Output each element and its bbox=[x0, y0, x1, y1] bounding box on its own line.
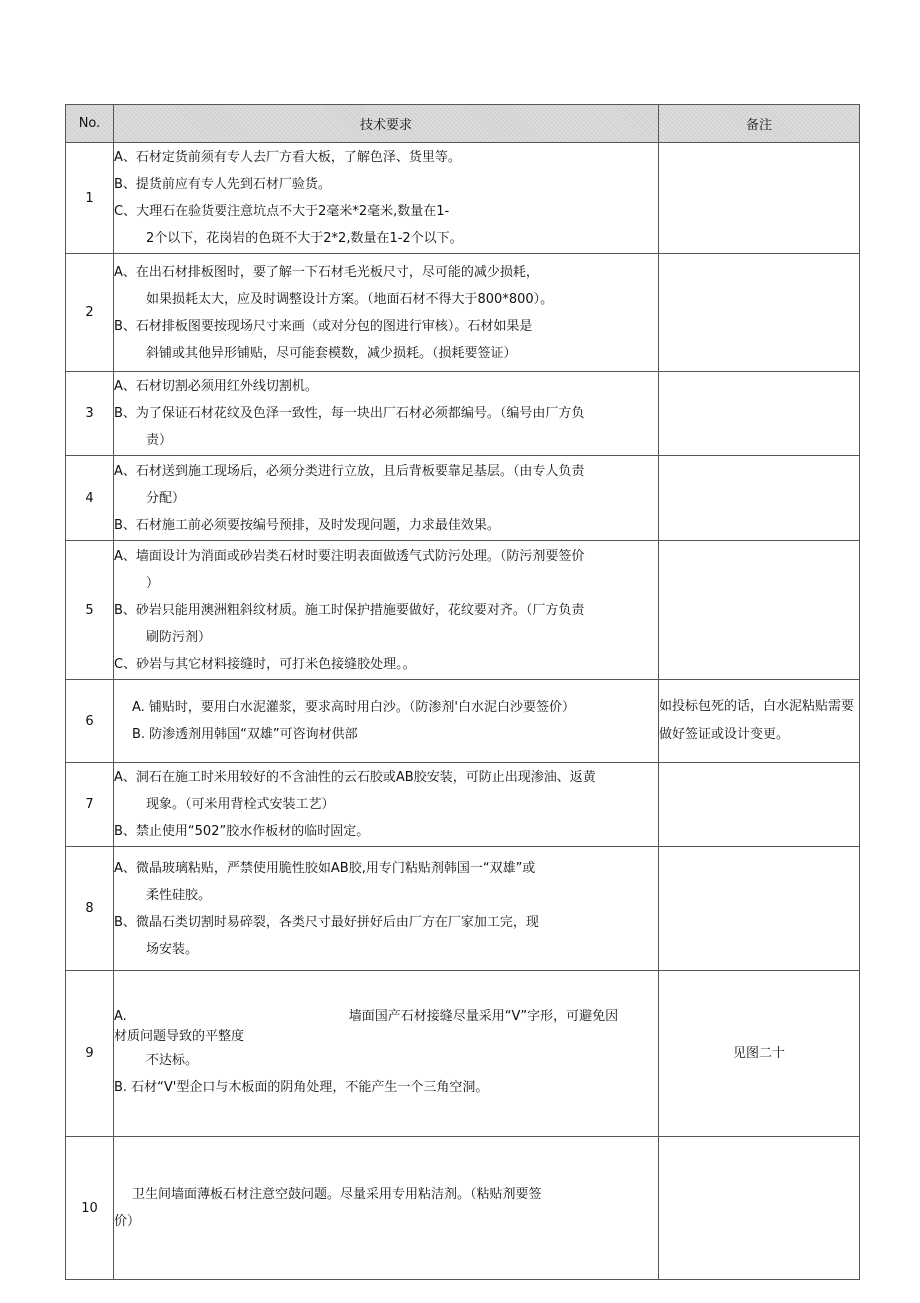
requirement-line: A、石材定货前须有专人去厂方看大板，了解色泽、货里等。 bbox=[114, 150, 461, 165]
requirement-line: B、禁止使用“502”胶水作板材的临时固定。 bbox=[114, 824, 370, 839]
row-number: 7 bbox=[66, 763, 114, 847]
row-number: 5 bbox=[66, 541, 114, 680]
remark-cell bbox=[659, 847, 860, 971]
row-number: 9 bbox=[66, 971, 114, 1137]
table-row bbox=[66, 254, 860, 372]
requirement-line: A、石材送到施工现场后，必须分类进行立放，且后背板要靠足基层。（由专人负责 bbox=[114, 463, 585, 479]
requirement-line: C、砂岩与其它材料接缝时，可打米色接缝胶处理。。 bbox=[114, 656, 416, 672]
requirement-line: A、墙面设计为消面或砂岩类石材时要注明表面做透气式防污处理。（防污剂要签价 bbox=[114, 548, 585, 564]
requirement-line: 现象。（可米用背栓式安装工艺） bbox=[146, 797, 335, 812]
technical-requirements-table bbox=[65, 104, 860, 1280]
requirement-line: 卫生间墙面薄板石材注意空鼓问题。尽量采用专用粘洁剂。（粘贴剂要签 bbox=[132, 1187, 542, 1202]
table-row bbox=[66, 971, 860, 1137]
requirement-line: 柔性硅胶。 bbox=[146, 887, 212, 903]
row-number: 6 bbox=[66, 680, 114, 763]
requirement-cell bbox=[114, 763, 659, 847]
requirement-line: A、洞石在施工时米用较好的不含油性的云石胶或AB胶安装，可防止出现渗油、返黄 bbox=[114, 770, 596, 785]
row-number: 1 bbox=[66, 143, 114, 254]
requirement-line: A、石材切割必须用红外线切割机。 bbox=[114, 379, 318, 394]
row-number: 8 bbox=[66, 847, 114, 971]
remark-cell bbox=[659, 456, 860, 541]
remark-cell bbox=[659, 763, 860, 847]
requirement-line: B、石材施工前必须要按编号预排，及时发现问题，力求最佳效果。 bbox=[114, 517, 500, 533]
requirement-line: 场安装。 bbox=[146, 941, 199, 957]
requirement-line-marker: A. bbox=[114, 1008, 127, 1024]
row-number: 4 bbox=[66, 456, 114, 541]
requirement-line: A、在出石材排板图时，要了解一下石材毛光板尺寸，尽可能的减少损耗， bbox=[114, 264, 539, 280]
requirement-cell bbox=[114, 254, 659, 372]
remark-cell bbox=[659, 143, 860, 254]
table-row bbox=[66, 847, 860, 971]
remark-cell bbox=[659, 372, 860, 456]
requirement-cell bbox=[114, 680, 659, 763]
requirement-line: B、为了保证石材花纹及色泽一致性，每一块出厂石材必须都编号。（编号由厂方负 bbox=[114, 406, 585, 421]
requirement-line: 不达标。 bbox=[146, 1052, 199, 1068]
requirement-line: ） bbox=[146, 575, 160, 591]
requirement-line: C、大理石在验货要注意坑点不大于2毫米*2毫米,数量在1- bbox=[114, 204, 450, 219]
requirement-line: B、砂岩只能用澳洲粗斜纹材质。施工时保护措施要做好，花纹要对齐。（厂方负责 bbox=[114, 602, 585, 618]
requirement-line: A、微晶玻璃粘贴，严禁使用脆性胶如AB胶,用专门粘贴剂韩国一“双雄”或 bbox=[114, 860, 536, 876]
requirement-line: 价） bbox=[114, 1214, 141, 1229]
requirement-line: 斜铺或其他异形铺贴，尽可能套模数，减少损耗。（损耗要签证） bbox=[146, 345, 517, 361]
table-row bbox=[66, 456, 860, 541]
table-row bbox=[66, 541, 860, 680]
requirement-cell bbox=[114, 1137, 659, 1280]
remark-cell: 如投标包死的话，白水泥粘贴需要做好签证或设计变更。 bbox=[659, 680, 860, 763]
requirement-line: B. 防渗透剂用韩国“双雄”可咨询材供部 bbox=[132, 727, 358, 742]
requirement-line: B. 石材“V'型企口与木板面的阴角处理，不能产生一个三角空洞。 bbox=[114, 1079, 489, 1095]
requirement-line: 2个以下，花岗岩的色斑不大于2*2,数量在1-2个以下。 bbox=[146, 231, 463, 246]
header-remark: 备注 bbox=[659, 105, 860, 143]
requirement-line-text: 墙面国产石材接缝尽量采用“V”字形，可避免因 bbox=[348, 1008, 619, 1024]
row-number: 2 bbox=[66, 254, 114, 372]
remark-cell bbox=[659, 541, 860, 680]
table-header-row bbox=[66, 105, 860, 143]
requirement-line: B、微晶石类切割时易碎裂，各类尺寸最好拼好后由厂方在厂家加工完，现 bbox=[114, 914, 539, 930]
requirement-line: 如果损耗太大，应及时调整设计方案。（地面石材不得大于800*800）。 bbox=[146, 291, 554, 307]
remark-cell bbox=[659, 254, 860, 372]
requirement-cell bbox=[114, 847, 659, 971]
table-row bbox=[66, 1137, 860, 1280]
table-row bbox=[66, 763, 860, 847]
requirement-line: B、石材排板图要按现场尺寸来画（或对分包的图进行审核）。石材如果是 bbox=[114, 318, 533, 334]
requirement-line: A. 铺贴时，要用白水泥灌浆，要求高时用白沙。（防渗剂'白水泥白沙要签价） bbox=[132, 700, 576, 715]
table-row bbox=[66, 680, 860, 763]
requirement-cell bbox=[114, 143, 659, 254]
remark-cell: 见图二十 bbox=[659, 971, 860, 1137]
requirement-cell bbox=[114, 541, 659, 680]
table-row bbox=[66, 372, 860, 456]
requirement-line bbox=[114, 1007, 658, 1027]
row-number: 3 bbox=[66, 372, 114, 456]
requirement-cell bbox=[114, 971, 659, 1137]
header-no: No. bbox=[66, 105, 114, 143]
table-row bbox=[66, 143, 860, 254]
header-requirement: 技术要求 bbox=[114, 105, 659, 143]
requirement-line: 责） bbox=[146, 433, 173, 448]
requirement-line: B、提货前应有专人先到石材厂验货。 bbox=[114, 177, 331, 192]
row-number: 10 bbox=[66, 1137, 114, 1280]
requirement-line: 分配） bbox=[146, 490, 186, 506]
remark-cell bbox=[659, 1137, 860, 1280]
requirement-cell bbox=[114, 456, 659, 541]
requirement-line: 材质问题导致的平整度 bbox=[114, 1028, 245, 1044]
requirement-cell bbox=[114, 372, 659, 456]
requirement-line: 刷防污剂） bbox=[146, 629, 212, 645]
